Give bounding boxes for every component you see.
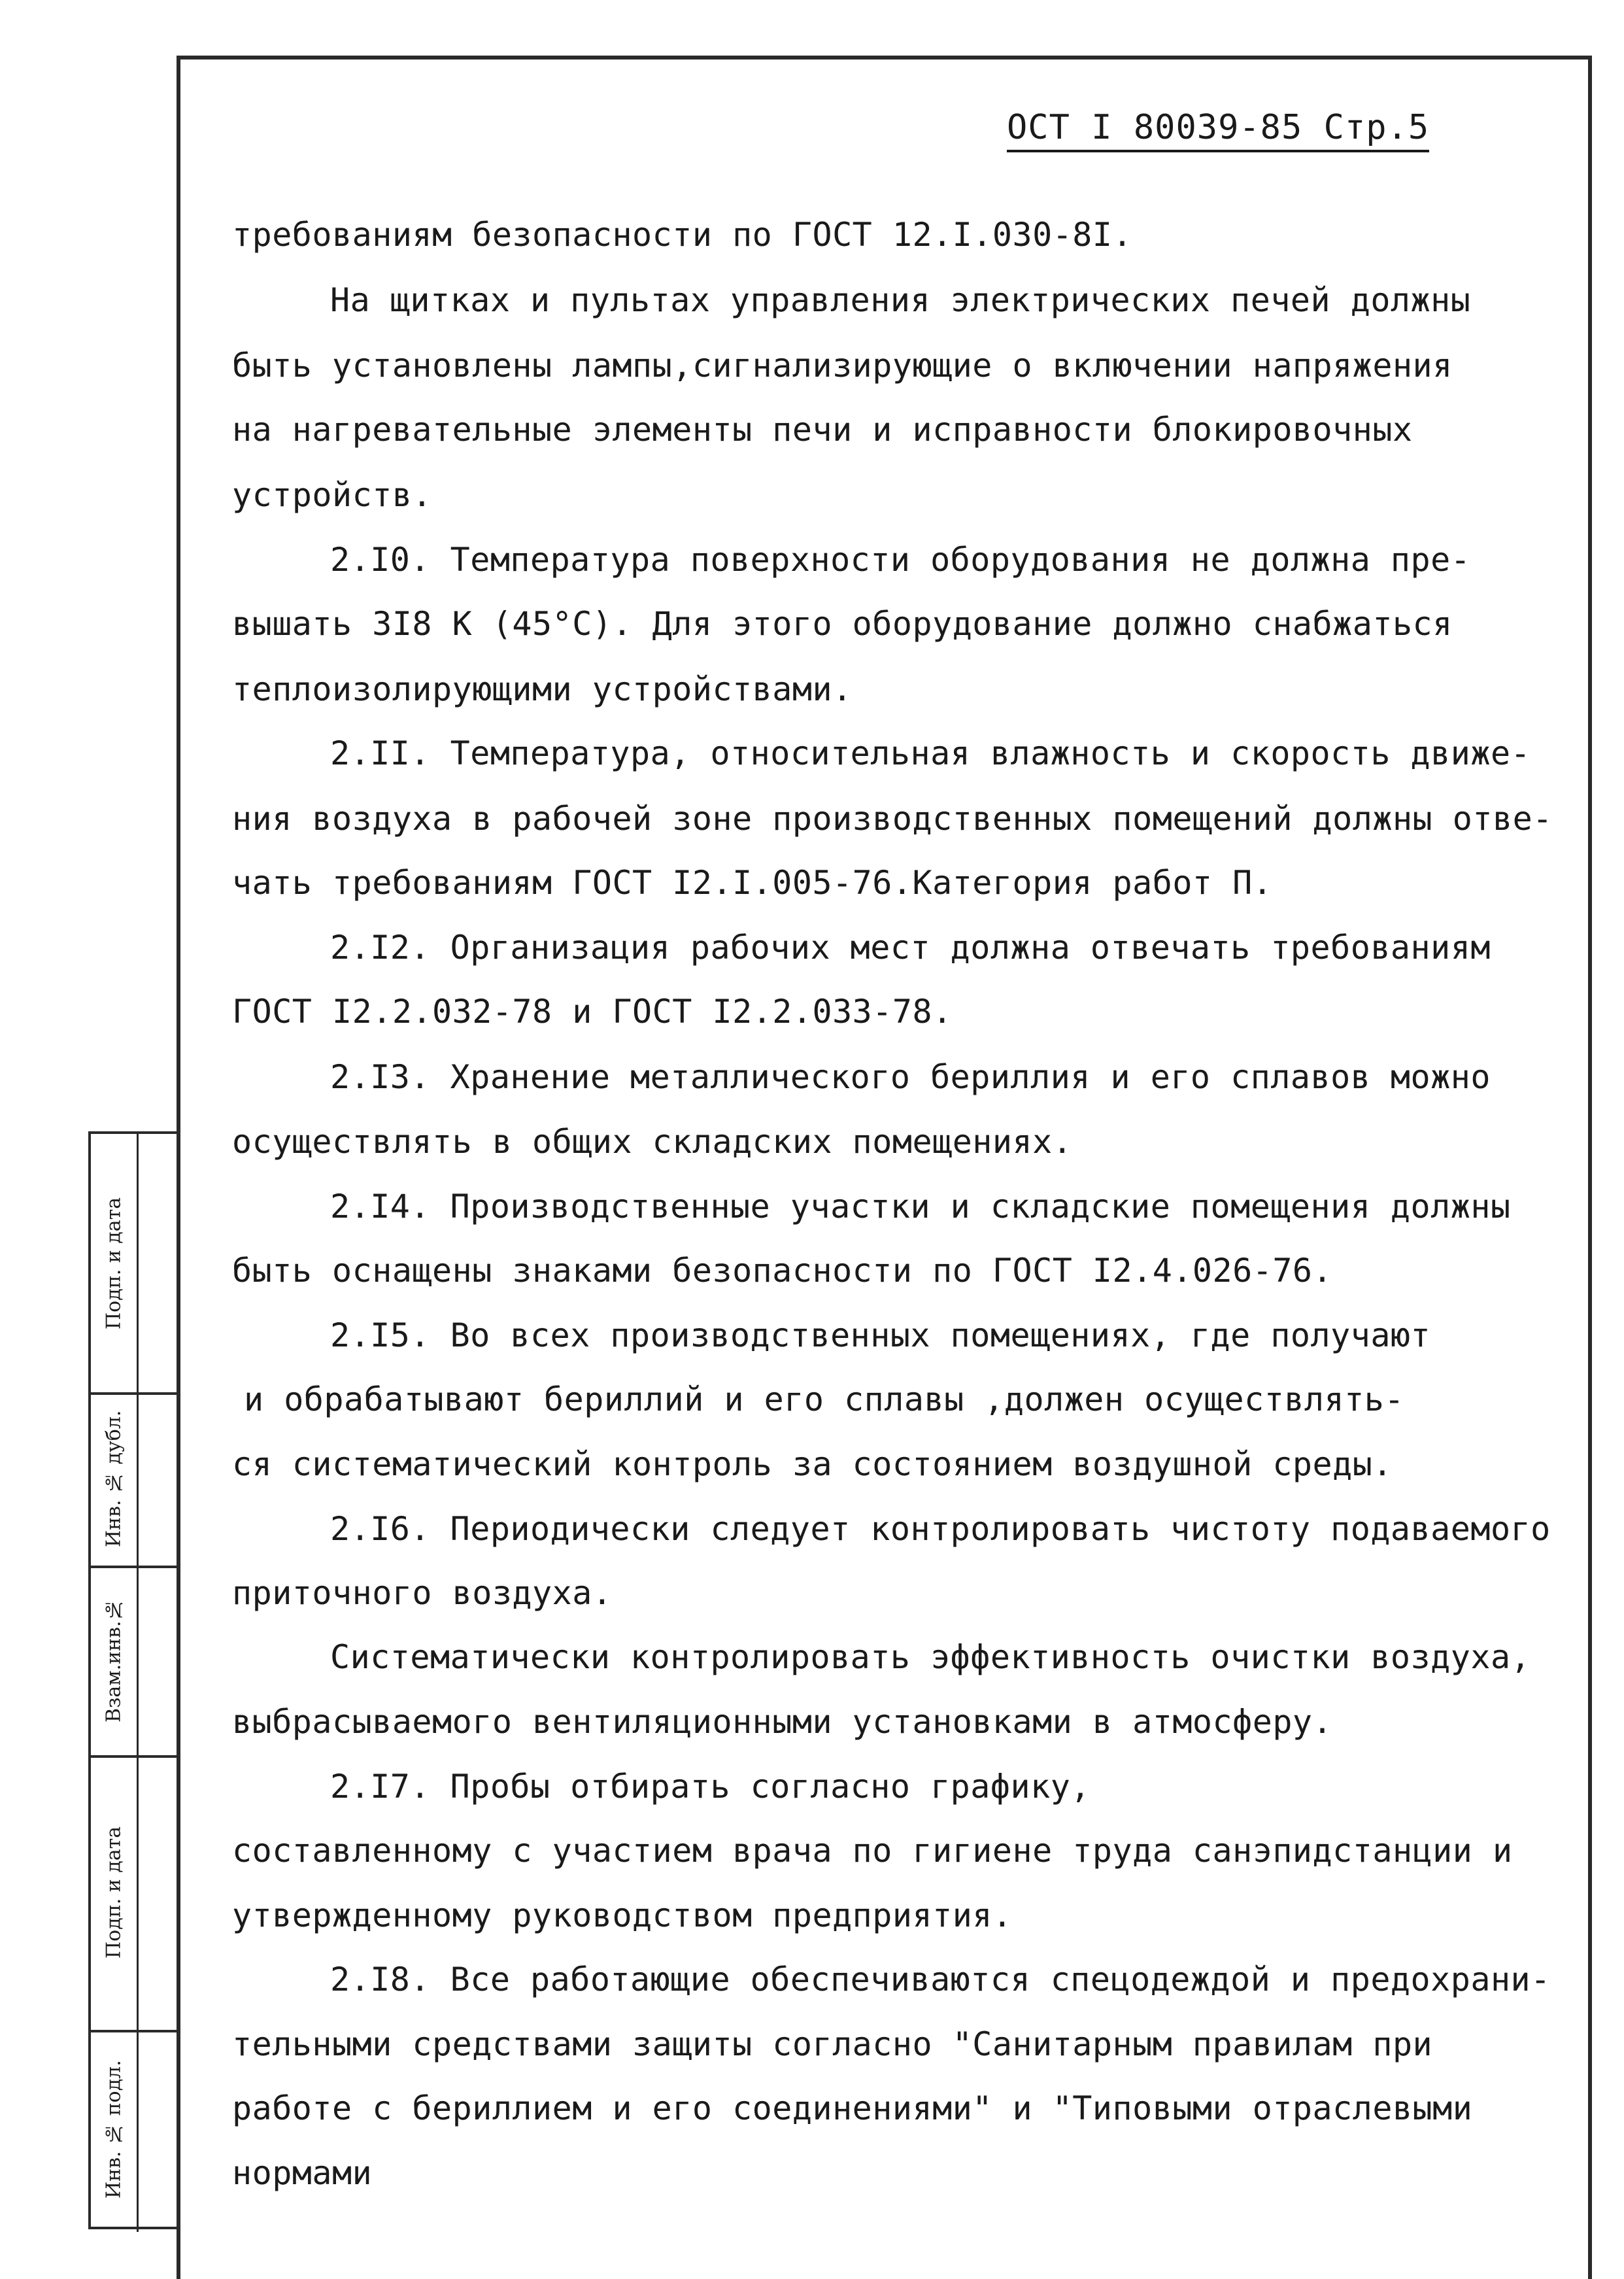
page-frame — [177, 56, 1592, 2279]
text-line: на нагревательные элементы печи и исправности блокировочных — [232, 411, 1413, 449]
text-line: 2.I2. Организация рабочих мест должна отвечать требованиям — [330, 929, 1491, 967]
text-line: 2.I3. Хранение металлического бериллия и его сплавов можно — [330, 1058, 1491, 1096]
text-line: 2.I7. Пробы отбирать согласно графику, — [330, 1768, 1091, 1806]
document-header: ОСТ I 80039-85 Стр.5 — [1007, 108, 1429, 152]
text-line: 2.I5. Во всех производственных помещениях, где получают — [330, 1316, 1431, 1354]
text-line: и обрабатывают бериллий и его сплавы ,должен осуществлять- — [244, 1380, 1404, 1418]
text-line: нормами — [232, 2154, 373, 2192]
text-line: работе с бериллием и его соединениями" и "Типовыми отраслевыми — [232, 2089, 1473, 2127]
text-line: требованиям безопасности по ГОСТ 12.I.030-8I. — [232, 216, 1133, 254]
text-line: составленному с участием врача по гигиене труда санэпидстанции и — [232, 1832, 1513, 1870]
text-line: 2.I0. Температура поверхности оборудования не должна пре- — [330, 541, 1471, 579]
text-line: тельными средствами защиты согласно "Санитарным правилам при — [232, 2025, 1433, 2063]
text-line: быть установлены лампы,сигнализирующие о включении напряжения — [232, 347, 1453, 385]
stamp-label-replacement-no: Взам.инв.№ — [102, 1598, 126, 1723]
text-line: теплоизолирующими устройствами. — [232, 670, 853, 708]
text-line: быть оснащены знаками безопасности по ГОСТ I2.4.026-76. — [232, 1252, 1333, 1290]
text-line: ГОСТ I2.2.032-78 и ГОСТ I2.2.033-78. — [232, 993, 953, 1031]
text-line: ния воздуха в рабочей зоне производственных помещений должны отве- — [232, 800, 1553, 838]
text-line: осуществлять в общих складских помещениях. — [232, 1123, 1073, 1161]
stamp-label-signature-date-2: Подп. и дата — [102, 1826, 126, 1959]
text-line: вышать 3I8 К (45°С). Для этого оборудование должно снабжаться — [232, 605, 1453, 643]
stamp-label-duplicate-no: Инв. № дубл. — [102, 1410, 126, 1548]
margin-stamp-table — [88, 1131, 177, 2229]
text-line: 2.II. Температура, относительная влажность и скорость движе- — [330, 734, 1531, 772]
text-line: Систематически контролировать эффективность очистки воздуха, — [330, 1638, 1531, 1676]
stamp-column-divider — [137, 1134, 139, 2232]
stamp-label-signature-date: Подп. и дата — [102, 1197, 126, 1329]
text-line: 2.I4. Производственные участки и складские помещения должны — [330, 1188, 1511, 1225]
text-line: ся систематический контроль за состоянием воздушной среды. — [232, 1445, 1393, 1483]
text-line: 2.I8. Все работающие обеспечиваются спецодеждой и предохрани- — [330, 1961, 1551, 1998]
text-line: устройств. — [232, 476, 433, 514]
text-line: приточного воздуха. — [232, 1574, 613, 1612]
text-line: выбрасываемого вентиляционными установками в атмосферу. — [232, 1703, 1333, 1741]
text-line: чать требованиям ГОСТ I2.I.005-76.Категория работ П. — [232, 864, 1273, 902]
text-line: На щитках и пультах управления электрических печей должны — [330, 281, 1471, 319]
text-line: 2.I6. Периодически следует контролировать чистоту подаваемого — [330, 1510, 1551, 1548]
stamp-label-original-no: Инв. № подл. — [102, 2060, 126, 2199]
text-line: утвержденному руководством предприятия. — [232, 1896, 1013, 1934]
